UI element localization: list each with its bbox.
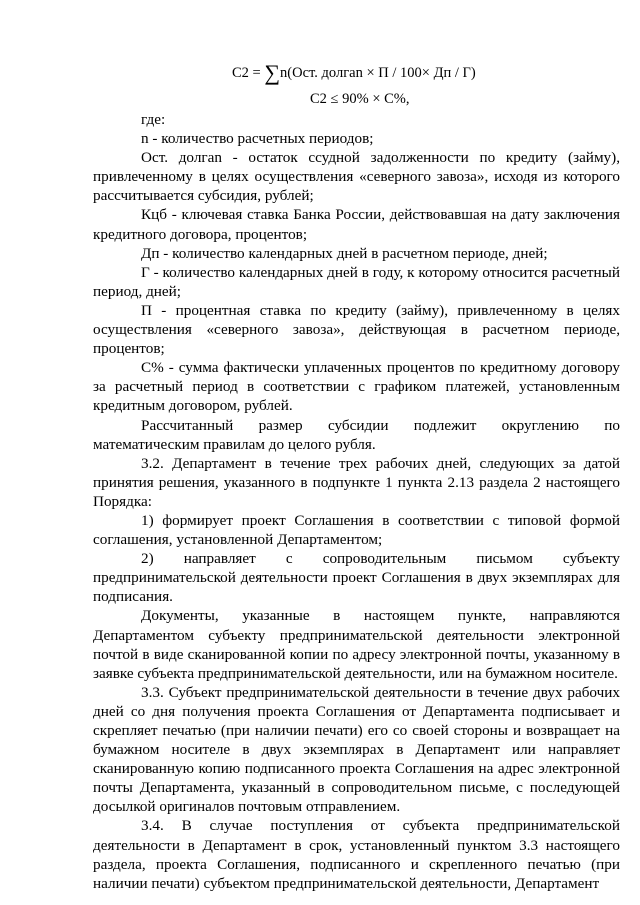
document-body [93,110,620,893]
paragraph-def-p: П - процентная ставка по кредиту (займу), привлеченному в целях осуществления «северного завоза», действующая в расчетном периоде, процентов; [93,301,620,358]
formula-line-2: C2 ≤ 90% × С%, [310,91,410,107]
paragraph-3-2: 3.2. Департамент в течение трех рабочих дней, следующих за датой принятия решения, указанного в подпункте 1 пункта 2.13 раздела 2 настоящего Порядка: [93,454,620,510]
paragraph-def-n: n - количество расчетных периодов; [141,130,374,148]
paragraph-3-3: 3.3. Субъект предпринимательской деятельности в течение двух рабочих дней со дня получения проекта Соглашения от Департамента подписывает и скрепляет печатью (при наличии печати) его со своей стороны и возвращает на бумажном носителе в двух экземплярах в Департамент или направляет сканированную копию подписанного проекта Соглашения на адрес электронной почты Департамента, указанный в сопроводительном письме, с последующей досылкой оригиналов почтовым отправлением. [93,683,620,816]
paragraph-3-4: 3.4. В случае поступления от субъекта предпринимательской деятельности в Департамент в срок, установленный пунктом 3.3 настоящего раздела, проекта Соглашения, подписанного и скрепленного печатью (при наличии печати) субъектом предпринимательской деятельности, Департамент [93,817,620,892]
paragraph-def-dp: Дп - количество календарных дней в расчетном периоде, дней; [141,244,548,262]
paragraph-def-ost: Ост. долгаn - остаток ссудной задолженности по кредиту (займу), привлеченному в целях осуществления «северного завоза», исходя из которого рассчитывается субсидия, рублей; [93,149,620,205]
paragraph-def-c: С% - сумма фактически уплаченных процентов по кредитному договору за расчетный период в соответствии с графиком платежей, установленным кредитным договором, рублей. [93,359,620,415]
formula-lhs: C2 = [232,65,265,81]
paragraph-3-2-item-1: 1) формирует проект Соглашения в соответствии с типовой формой соглашения, установленной Департаментом; [93,511,620,549]
paragraph-documents: Документы, указанные в настоящем пункте, направляются Департаментом субъекту предпринимательской деятельности электронной почтой в виде сканированной копии по адресу электронной почты, указанному в заявке субъекта предпринимательской деятельности, или на бумажном носителе. [93,607,620,682]
sum-symbol: ∑ [264,60,281,85]
paragraph-3-2-item-2: 2) направляет с сопроводительным письмом субъекту предпринимательской деятельности проект Соглашения в двух экземплярах для подписания. [93,550,620,606]
paragraph-rounding: Рассчитанный размер субсидии подлежит округлению по математическим правилам до целого рубля. [93,416,620,453]
paragraph-where: где: [141,111,166,128]
formula-line-1 [232,60,532,85]
paragraph-def-kcb: Кцб - ключевая ставка Банка России, действовавшая на дату заключения кредитного договора, процентов; [93,206,620,243]
formula-rhs: n(Ост. долгаn × П / 100× Дп / Г) [280,65,476,81]
paragraph-def-g: Г - количество календарных дней в году, к которому относится расчетный период, дней; [93,263,620,300]
